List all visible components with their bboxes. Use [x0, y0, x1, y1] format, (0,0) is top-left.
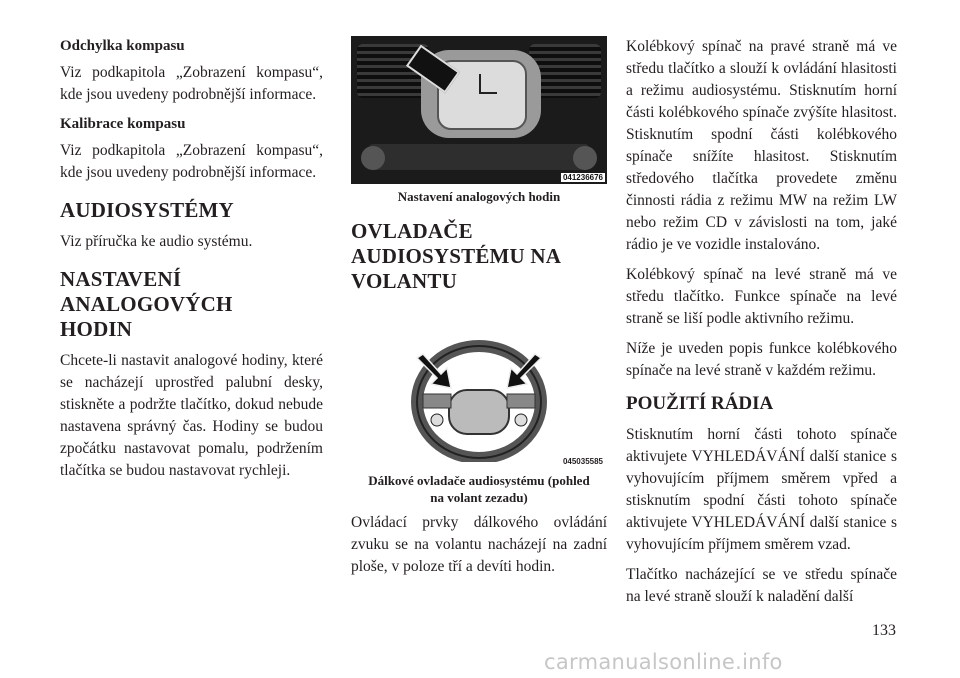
compass-calibration-text: Viz podkapitola „Zobrazení kompasu“, kde jsou uvedeny podrobnější informace.: [60, 142, 323, 181]
figure1-id: 041236676: [562, 173, 603, 182]
left-knob: [361, 146, 385, 170]
compass-deviation-title: Odchylka kompasu: [60, 38, 185, 54]
compass-deviation-text: Viz podkapitola „Zobrazení kompasu“, kde jsou uvedeny podrobnější informace.: [60, 64, 323, 103]
analog-clock-heading: [60, 267, 323, 342]
steering-audio-text: Ovládací prvky dálkového ovládání zvuku se na volantu nacházejí na zadní ploše, v poloze tří a devíti hodin.: [351, 514, 607, 575]
radio-center-button-text: Tlačítko nacházející se ve středu spínače na levé straně slouží k naladění další: [626, 566, 897, 605]
watermark-text: carmanualsonline.info: [544, 650, 783, 674]
steering-wheel-figure: [351, 338, 607, 468]
audio-systems-text: Viz příručka ke audio systému.: [60, 233, 253, 250]
right-knob: [573, 146, 597, 170]
figure2-caption-line2: na volant zezadu): [430, 490, 528, 505]
figure2-caption-line1: Dálkové ovladače audiosystému (pohled: [368, 473, 590, 488]
dashboard-clock-figure: [351, 36, 607, 184]
left-rocker-text: Kolébkový spínač na levé straně má ve středu tlačítko. Funkce spínače na levé straně se liší podle aktivního režimu.: [626, 266, 897, 327]
figure2-id: 045035585: [562, 457, 603, 466]
figure2-caption: [351, 472, 607, 506]
middle-column: [351, 36, 607, 586]
analog-clock-text: Chcete-li nastavit analogové hodiny, které se nacházejí uprostřed palubní desky, stiskněte a podržte tlačítko, dokud nebude nastavena správný čas. Hodiny se budou zpočátku nastavovat pomalu, podržením tlačítka se budou nastavovat rychleji.: [60, 352, 323, 479]
clock-hand-minute: [479, 74, 481, 94]
compass-calibration-title: Kalibrace kompasu: [60, 116, 186, 132]
clock-hand-hour: [479, 92, 497, 94]
figure1-caption: Nastavení analogových hodin: [397, 189, 561, 204]
control-panel: [369, 144, 589, 170]
steering-audio-heading-line3: VOLANTU: [351, 269, 457, 293]
radio-usage-heading: POUŽITÍ RÁDIA: [626, 393, 774, 414]
steering-audio-heading-line1: OVLADAČE: [351, 219, 473, 243]
analog-clock-heading-line3: HODIN: [60, 317, 133, 341]
steering-audio-heading-line2: AUDIOSYSTÉMU NA: [351, 244, 562, 268]
audio-systems-heading: AUDIOSYSTÉMY: [60, 198, 234, 222]
page-number: 133: [872, 622, 896, 639]
analog-clock-heading-line2: ANALOGOVÝCH: [60, 292, 233, 316]
right-rocker-text: Kolébkový spínač na pravé straně má ve středu tlačítko a slouží k ovládání hlasitosti a režimu audiosystému. Stisknutím horní části kolébkového spínače zvýšíte hlasitost. Stisknutím spodní části kolébkového spínače snížíte hlasitost. Stisknutím středového tlačítka provedete změnu činnosti rádia z režimu MW na režim LW nebo režim CD v závislosti na tom, jaké rádio je ve vozidle instalováno.: [626, 38, 897, 253]
left-rocker-modes-text: Níže je uveden popis funkce kolébkového spínače na levé straně v každém režimu.: [626, 340, 897, 379]
left-column: [60, 36, 323, 490]
steering-audio-heading: [351, 219, 607, 294]
right-column: [626, 36, 897, 616]
steering-wheel-icon: [411, 338, 547, 462]
radio-seek-text: Stisknutím horní části tohoto spínače aktivujete VYHLEDÁVÁNÍ další stanice s vyhovujícím příjmem směrem vpřed a stisknutím spodní části tohoto spínače aktivujete VYHLEDÁVÁNÍ další stanice s vyhovujícím příjmem směrem vzad.: [626, 426, 897, 553]
analog-clock-heading-line1: NASTAVENÍ: [60, 267, 182, 291]
